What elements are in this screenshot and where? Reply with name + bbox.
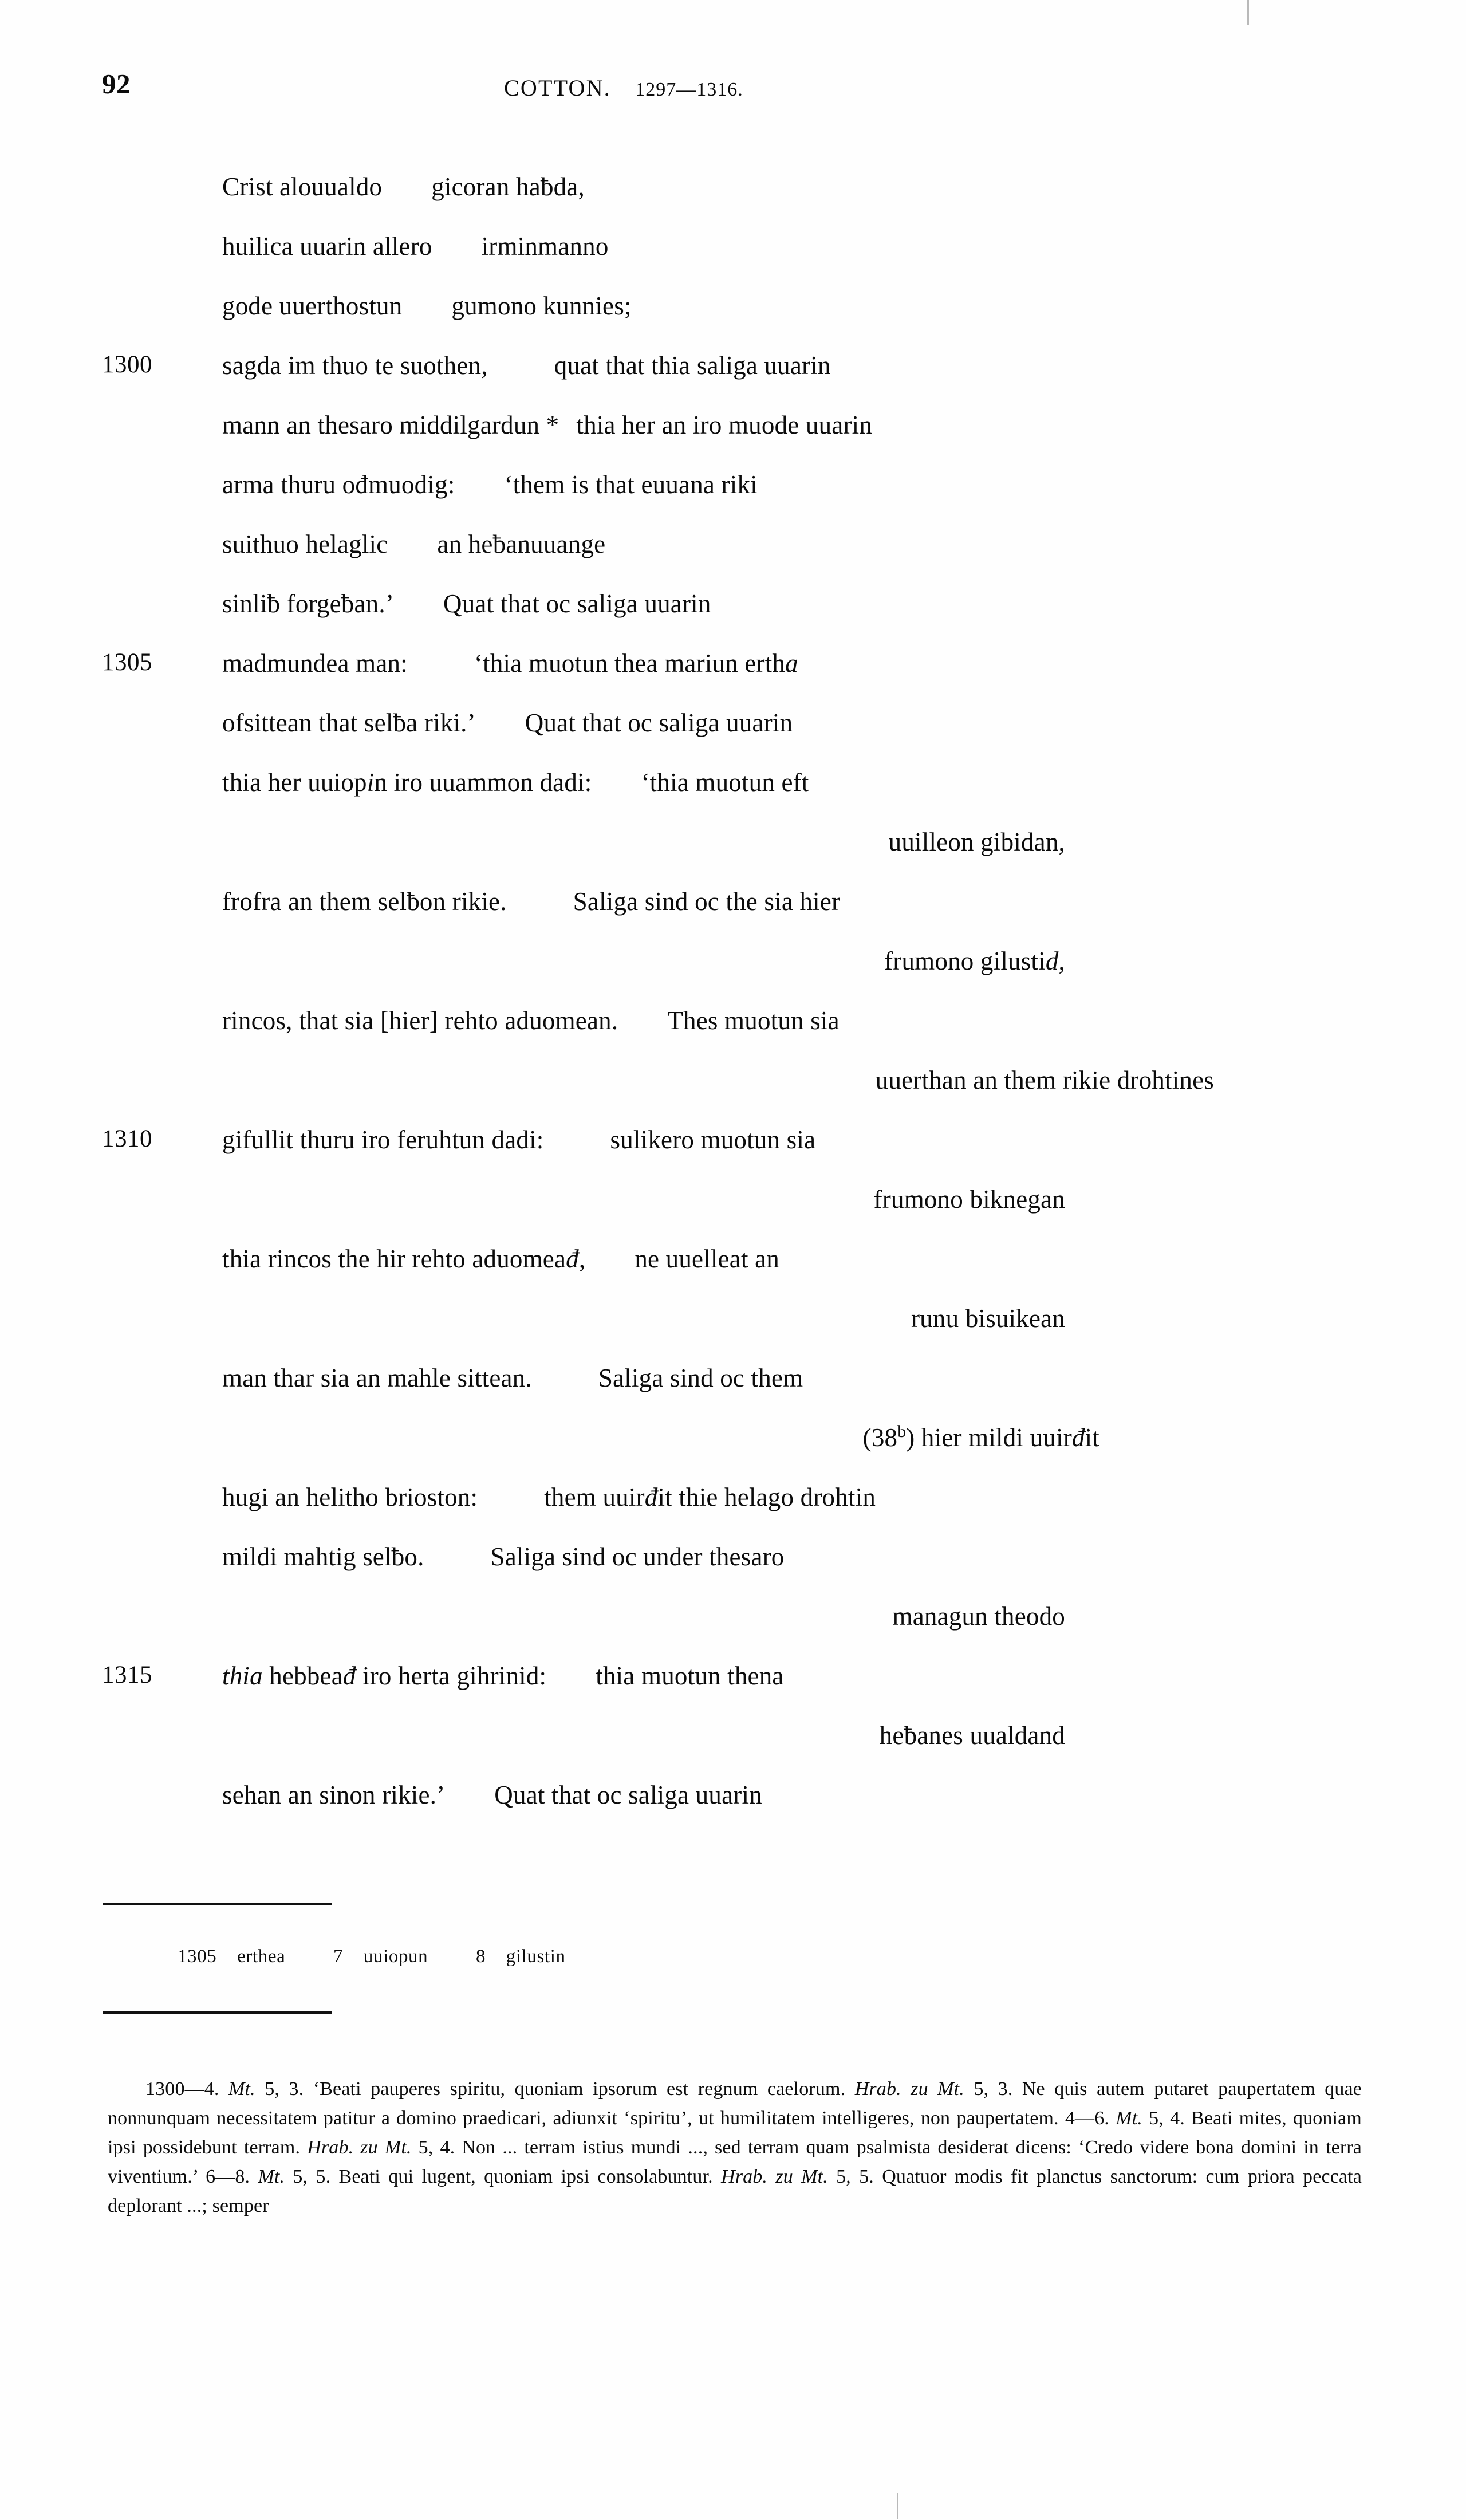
verse-line bbox=[0, 589, 1466, 648]
verse-line-continuation bbox=[0, 827, 1466, 887]
verse-line bbox=[0, 1661, 1466, 1720]
apparatus-entry-2-reading: uuiopun bbox=[363, 1946, 428, 1967]
verse-line-text: heƀanes uualdand bbox=[879, 1721, 1065, 1750]
verse-line-text: mann an thesaro middilgardun * thia her an iro muode uuarin bbox=[222, 411, 873, 439]
verse-line-text: rincos, that sia [hier] rehto aduomean. Thes muotun sia bbox=[222, 1006, 840, 1035]
verse-line-continuation bbox=[0, 1601, 1466, 1661]
scan-edge-tick-bottom bbox=[897, 2493, 898, 2519]
verse-line-text: suithuo helaglic an heƀanuuange bbox=[222, 530, 606, 558]
running-head-title bbox=[504, 74, 743, 101]
verse-line bbox=[0, 887, 1466, 946]
variant-apparatus bbox=[178, 1946, 566, 1967]
apparatus-entry-2-ref: 7 bbox=[333, 1946, 344, 1967]
verse-line-continuation bbox=[0, 1184, 1466, 1244]
footnote-quote: Beati qui lugent, quoniam ipsi consolabuntur. bbox=[338, 2166, 713, 2187]
verse-line-text: frofra an them selƀon rikie. Saliga sind oc the sia hier bbox=[222, 887, 841, 916]
verse-line-text: sinliƀ forgeƀan.’ Quat that oc saliga uuarin bbox=[222, 589, 711, 618]
verse-line bbox=[0, 231, 1466, 291]
verse-line-text: frumono gilustid, bbox=[884, 947, 1065, 975]
footnote-quote: Beati mites, quoniam ipsi possidebunt terram. bbox=[108, 2108, 1362, 2158]
verse-line-continuation bbox=[0, 1304, 1466, 1363]
verse-line bbox=[0, 1482, 1466, 1542]
verse-line-text: frumono biknegan bbox=[873, 1185, 1065, 1214]
verse-line-number: 1305 bbox=[102, 649, 152, 676]
verse-line-text: gode uuerthostun gumono kunnies; bbox=[222, 292, 632, 320]
verse-line-text: sehan an sinon rikie.’ Quat that oc saliga uuarin bbox=[222, 1781, 762, 1809]
verse-line-text: man thar sia an mahle sittean. Saliga sind oc them bbox=[222, 1364, 803, 1392]
verse-line bbox=[0, 1006, 1466, 1065]
source-footnote bbox=[108, 2074, 1362, 2220]
verse-line bbox=[0, 470, 1466, 529]
footnote-citation-verse: 5, 3. bbox=[265, 2078, 304, 2100]
verse-line-text: thia rincos the hir rehto aduomeađ, ne uuelleat an bbox=[222, 1245, 779, 1273]
verse-line-text: managun theodo bbox=[892, 1602, 1065, 1631]
verse-line-text: thia her uuiopin iro uuammon dadi: ‘thia muotun eft bbox=[222, 768, 809, 797]
apparatus-entry-3-reading: gilustin bbox=[506, 1946, 566, 1967]
verse-line-text: mildi mahtig selƀo. Saliga sind oc under thesaro bbox=[222, 1542, 785, 1571]
verse-line-number: 1315 bbox=[102, 1661, 152, 1688]
footnote-divider-rule-bottom bbox=[103, 2011, 332, 2014]
verse-line-continuation bbox=[0, 1065, 1466, 1125]
footnote-citation-verse: 5, 3. bbox=[974, 2078, 1013, 2100]
verse-line bbox=[0, 529, 1466, 589]
verse-line bbox=[0, 172, 1466, 231]
footnote-citation-verse: 5, 4. bbox=[418, 2137, 455, 2158]
verse-line-text: thia hebbeađ iro herta gihrinid: thia muotun thena bbox=[222, 1661, 784, 1690]
verse-block bbox=[0, 172, 1466, 1840]
footnote-citation: Mt. bbox=[258, 2166, 285, 2187]
verse-line bbox=[0, 1125, 1466, 1184]
verse-line bbox=[0, 410, 1466, 470]
verse-line-text: arma thuru ođmuodig: ‘them is that euuana riki bbox=[222, 470, 758, 499]
running-head bbox=[0, 68, 1466, 108]
verse-line-text: hugi an helitho brioston: them uuirđit thie helago drohtin bbox=[222, 1483, 876, 1511]
footnote-citation: Mt. bbox=[1116, 2108, 1142, 2129]
verse-line-text: ofsittean that selƀa riki.’ Quat that oc saliga uuarin bbox=[222, 708, 793, 737]
verse-line-text: madmundea man: ‘thia muotun thea mariun ertha bbox=[222, 649, 798, 678]
verse-line bbox=[0, 708, 1466, 767]
footnote-citation-verse: 5, 5. bbox=[836, 2166, 874, 2187]
verse-line bbox=[0, 291, 1466, 351]
verse-line bbox=[0, 351, 1466, 410]
footnote-line-ref: 6—8. bbox=[206, 2166, 250, 2187]
footnote-citation-verse: 5, 4. bbox=[1149, 2108, 1185, 2129]
apparatus-entry-3-ref: 8 bbox=[475, 1946, 486, 1967]
verse-line-continuation bbox=[0, 1423, 1466, 1482]
page-number: 92 bbox=[102, 68, 131, 100]
footnote-citation: Mt. bbox=[228, 2078, 255, 2100]
footnote-line-ref: 4—6. bbox=[1065, 2108, 1109, 2129]
running-head-manuscript-name: COTTON. bbox=[504, 75, 611, 101]
footnote-citation: Hrab. zu Mt. bbox=[721, 2166, 828, 2187]
verse-line-text: runu bisuikean bbox=[911, 1304, 1065, 1333]
verse-line-text: uuerthan an them rikie drohtines bbox=[875, 1066, 1214, 1094]
verse-line-text: sagda im thuo te suothen, quat that thia saliga uuarin bbox=[222, 351, 831, 380]
verse-line-continuation bbox=[0, 946, 1466, 1006]
verse-line-number: 1310 bbox=[102, 1125, 152, 1152]
verse-line bbox=[0, 1542, 1466, 1601]
apparatus-entry-1-reading: erthea bbox=[237, 1946, 286, 1967]
running-head-line-range: 1297—1316. bbox=[635, 79, 743, 100]
verse-line-text: huilica uuarin allero irminmanno bbox=[222, 232, 609, 261]
verse-line-text: uuilleon gibidan, bbox=[888, 828, 1065, 856]
footnote-line-ref: 1300—4. bbox=[145, 2078, 219, 2100]
folio-side-marker: b bbox=[897, 1423, 907, 1441]
apparatus-entry-1-ref: 1305 bbox=[178, 1946, 217, 1967]
verse-line bbox=[0, 1363, 1466, 1423]
verse-line-text: Crist alouualdo gicoran haƀda, bbox=[222, 172, 585, 201]
verse-line bbox=[0, 767, 1466, 827]
footnote-quote: Ne quis autem putaret paupertatem quae nonnunquam necessitatem patitur a domino praedicari, adiunxit ‘spiritu’, ut humilitatem intelligeres, non paupertatem. bbox=[108, 2078, 1362, 2129]
footnote-citation: Hrab. zu Mt. bbox=[854, 2078, 964, 2100]
footnote-citation: Hrab. zu Mt. bbox=[307, 2137, 412, 2158]
footnote-citation-verse: 5, 5. bbox=[293, 2166, 331, 2187]
footnote-quote: ‘Beati pauperes spiritu, quoniam ipsorum est regnum caelorum. bbox=[313, 2078, 846, 2100]
verse-line bbox=[0, 1780, 1466, 1840]
footnote-quote: Quatuor modis fit planctus sanctorum: cum priora peccata deplorant ...; semper bbox=[108, 2166, 1362, 2216]
footnote-quote: Non ... terram istius mundi ..., sed terram quam psalmista desiderat dicens: ‘Credo videre bona domini in terra viventium.’ bbox=[108, 2137, 1362, 2187]
verse-line-text: (38$^b$) hier mildi uuirđit bbox=[862, 1423, 1100, 1452]
verse-line-number: 1300 bbox=[102, 351, 152, 378]
scan-edge-tick-top bbox=[1247, 0, 1249, 25]
apparatus-divider-rule-top bbox=[103, 1903, 332, 1905]
verse-line bbox=[0, 1244, 1466, 1304]
verse-line-text: gifullit thuru iro feruhtun dadi: sulikero muotun sia bbox=[222, 1125, 816, 1154]
verse-line bbox=[0, 648, 1466, 708]
verse-line-continuation bbox=[0, 1720, 1466, 1780]
